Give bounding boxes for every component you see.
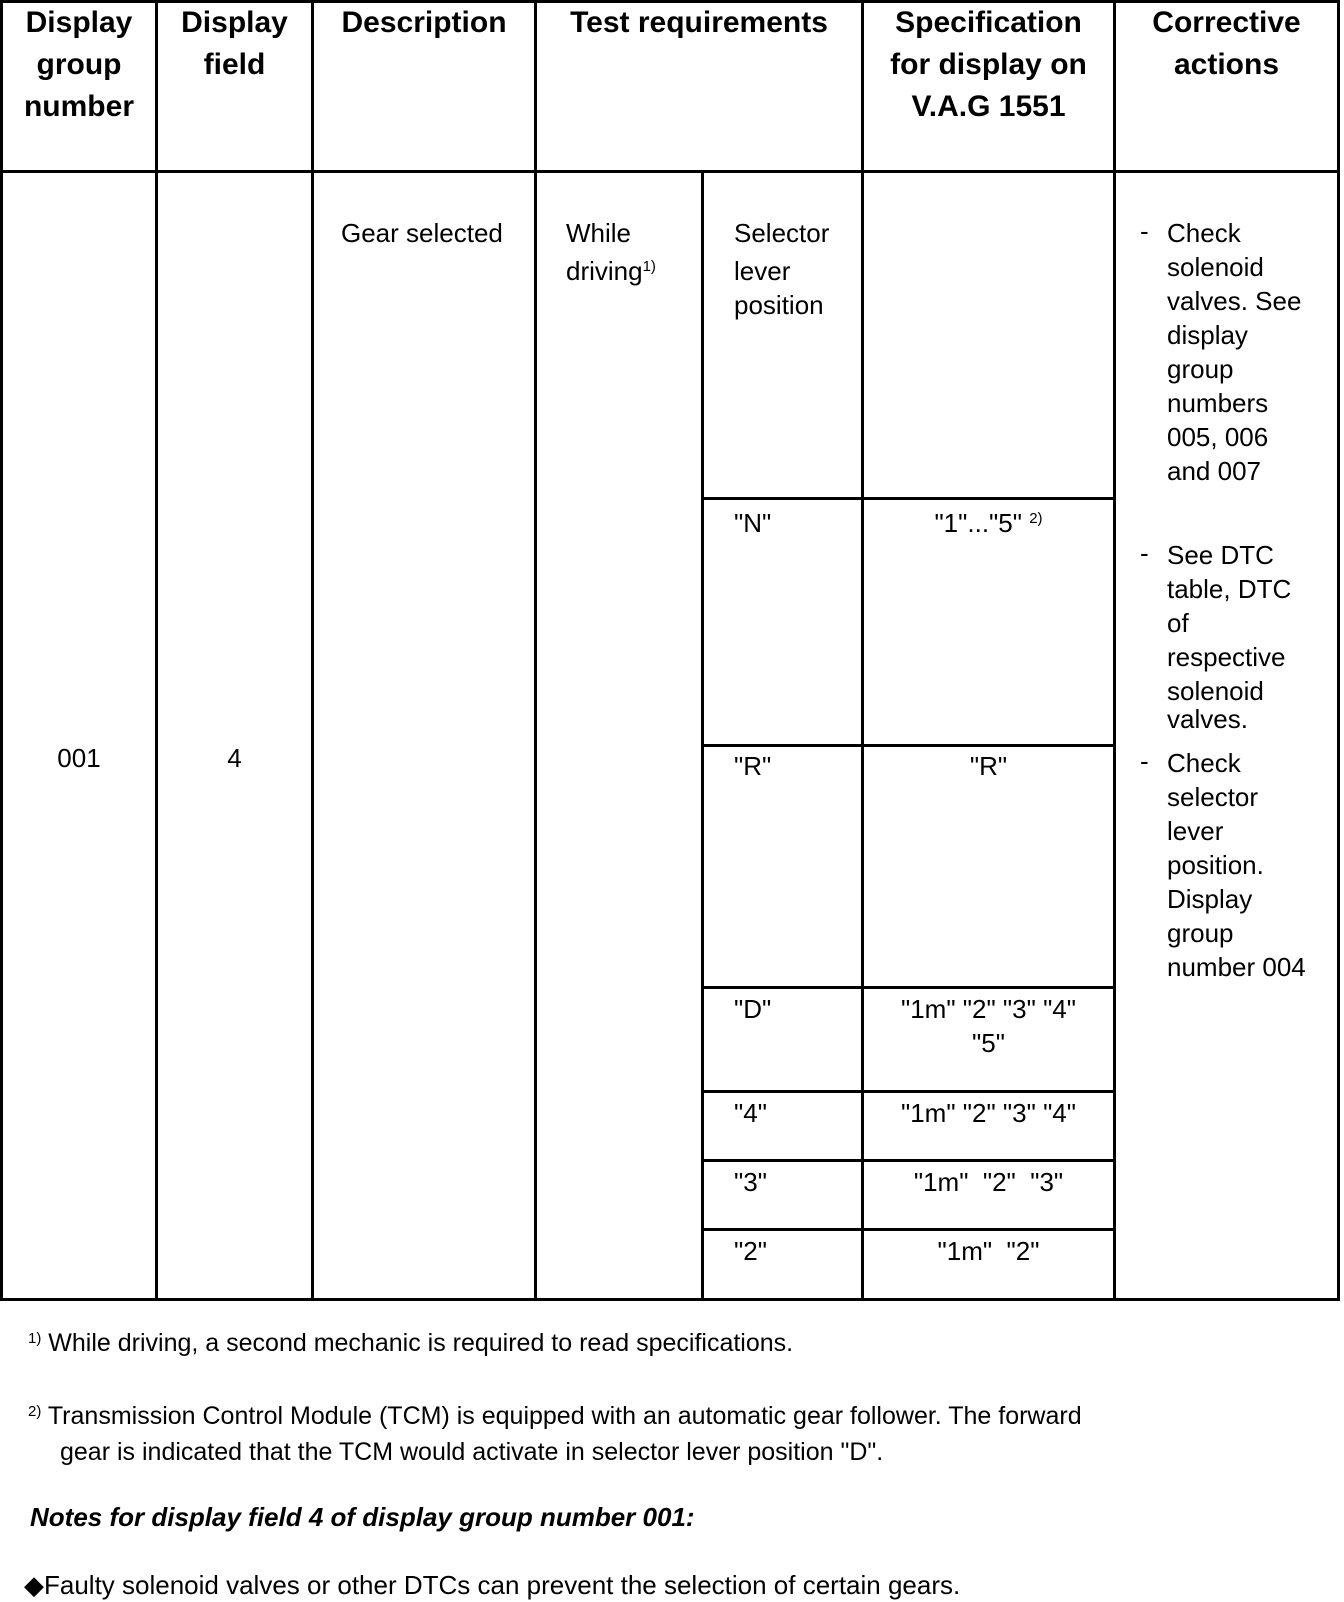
bullet-text: Faulty solenoid valves or other DTCs can prevent the selection of certain gears. [44, 1570, 961, 1600]
position-label: "N" [734, 508, 772, 538]
test-condition-word: driving [566, 256, 643, 286]
test-condition-line2 [566, 254, 656, 288]
header-line: V.A.G 1551 [911, 90, 1066, 123]
corrective-line: position. [1167, 850, 1264, 880]
header-line: for display on [890, 48, 1087, 81]
footnote-line [28, 1398, 1082, 1434]
corrective-action [1167, 538, 1291, 736]
header-line: Corrective [1152, 6, 1301, 39]
footnote-1 [28, 1325, 793, 1361]
notes-title: Notes for display field 4 of display group number 001: [30, 1502, 695, 1532]
header-group-number [3, 2, 155, 128]
selector-lever-header [734, 216, 829, 322]
corrective-dash: - [1140, 746, 1149, 776]
header-corrective-actions [1116, 2, 1337, 86]
footnote-text: Transmission Control Module (TCM) is equipped with an automatic gear follower. The forward [47, 1402, 1082, 1430]
position-label: "3" [734, 1167, 767, 1197]
corrective-line: display [1167, 320, 1248, 350]
table-border-bottom [0, 1298, 1340, 1301]
position-label: "2" [734, 1236, 767, 1266]
header-specification [864, 2, 1113, 128]
corrective-line: See DTC [1167, 540, 1274, 570]
header-field [158, 2, 311, 86]
header-line: Display [25, 6, 133, 39]
col-divider-6 [1113, 0, 1116, 1301]
test-condition [566, 216, 656, 288]
selector-line: Selector [734, 218, 830, 248]
table-border-right [1337, 0, 1340, 1301]
corrective-line: Display [1167, 884, 1253, 914]
corrective-line: solenoid [1167, 676, 1264, 706]
footnote-mark: 2) [28, 1403, 42, 1420]
footnote-ref-2: 2) [1029, 510, 1043, 527]
row-divider-r [701, 744, 1115, 747]
header-divider [0, 170, 1340, 173]
position-spec-line: "5" [972, 1028, 1005, 1058]
diamond-bullet-icon: ◆ [24, 1570, 44, 1600]
corrective-line: of [1167, 608, 1189, 638]
corrective-line: and 007 [1167, 456, 1261, 486]
corrective-line: group [1167, 918, 1234, 948]
position-spec: "R" [969, 751, 1008, 781]
position-spec [864, 992, 1113, 1060]
position-spec [864, 506, 1113, 540]
footnote-mark: 1) [28, 1330, 42, 1347]
corrective-action [1167, 746, 1306, 984]
col-divider-3 [534, 0, 537, 1301]
position-label: "D" [734, 994, 772, 1024]
row-divider-n [701, 497, 1115, 500]
corrective-line: Check [1167, 748, 1241, 778]
position-label: "R" [734, 751, 772, 781]
header-line: actions [1173, 48, 1280, 81]
table-border-left [0, 0, 3, 1301]
bullet-note [24, 1570, 960, 1601]
header-line: Specification [895, 6, 1082, 39]
position-spec: "1m" "2" [937, 1236, 1040, 1266]
corrective-line: number 004 [1167, 952, 1306, 982]
header-line: Display [181, 6, 288, 39]
selector-line: position [734, 290, 824, 320]
corrective-line: numbers [1167, 388, 1269, 418]
group-number-value: 001 [57, 743, 101, 773]
row-divider-d [701, 986, 1115, 989]
corrective-line: 005, 006 [1167, 422, 1269, 452]
corrective-line: selector [1167, 782, 1259, 812]
header-description: Description [341, 6, 507, 39]
row-divider-2 [701, 1228, 1115, 1231]
header-line: field [203, 48, 266, 81]
corrective-line: valves. [1167, 704, 1248, 734]
corrective-line: solenoid [1167, 252, 1264, 282]
col-divider-2 [311, 0, 314, 1301]
header-line: group [36, 48, 122, 81]
position-spec-line: "1m" "2" "3" "4" [900, 994, 1076, 1024]
header-line: number [23, 90, 134, 123]
corrective-line: valves. See [1167, 286, 1302, 316]
position-label: "4" [734, 1098, 767, 1128]
corrective-line: respective [1167, 642, 1286, 672]
col-divider-4 [701, 172, 704, 1301]
footnote-line: gear is indicated that the TCM would activate in selector lever position "D". [60, 1438, 884, 1466]
corrective-dash: - [1140, 538, 1149, 568]
corrective-line: lever [1167, 816, 1224, 846]
corrective-dash: - [1140, 216, 1149, 246]
corrective-line: table, DTC [1167, 574, 1292, 604]
description-value: Gear selected [341, 218, 503, 248]
footnote-text: While driving, a second mechanic is required to read specifications. [48, 1329, 794, 1357]
footnote-ref-1: 1) [642, 258, 656, 275]
selector-line: lever [734, 256, 791, 286]
position-spec: "1m" "2" "3" [913, 1167, 1064, 1197]
row-divider-3 [701, 1159, 1115, 1162]
display-field-value: 4 [227, 743, 242, 773]
footnote-2 [28, 1398, 1082, 1470]
position-spec-text: "1"..."5" [934, 508, 1022, 538]
corrective-action [1167, 216, 1301, 488]
test-condition-line1: While [566, 218, 632, 248]
corrective-line: group [1167, 354, 1234, 384]
col-divider-1 [155, 0, 158, 1301]
position-spec: "1m" "2" "3" "4" [900, 1098, 1076, 1128]
header-test-requirements: Test requirements [570, 6, 828, 39]
row-divider-4 [701, 1090, 1115, 1093]
corrective-line: Check [1167, 218, 1241, 248]
